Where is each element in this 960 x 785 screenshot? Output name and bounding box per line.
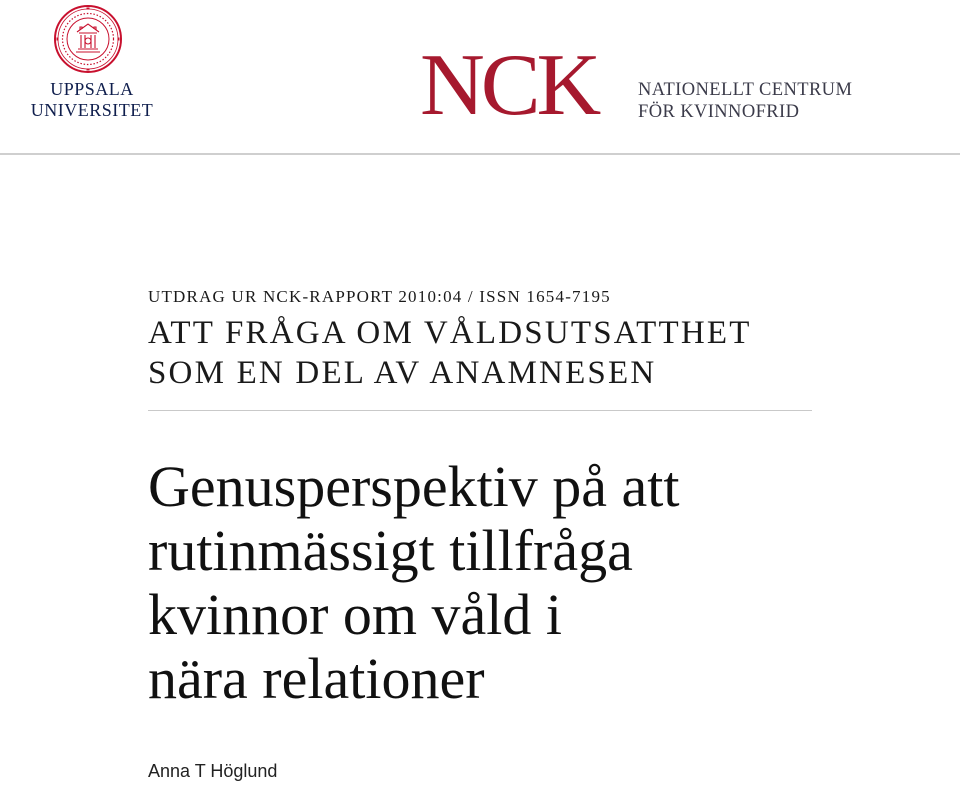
uppsala-name-line-2: UNIVERSITET (30, 100, 154, 120)
uppsala-universitet-name (27, 79, 157, 121)
main-title-line-1: Genusperspektiv på att (148, 454, 680, 519)
uppsala-name-line-1: UPPSALA (50, 79, 134, 99)
main-title (148, 455, 680, 711)
nck-logo: NCK (420, 37, 598, 134)
title-divider (148, 410, 812, 411)
university-seal-icon (53, 4, 123, 74)
nck-name-line-2: FÖR KVINNOFRID (638, 102, 800, 122)
main-title-line-4: nära relationer (148, 646, 485, 711)
author-name: Anna T Höglund (148, 761, 278, 781)
nck-full-name (638, 79, 852, 123)
header-divider (0, 153, 960, 155)
report-title-line-1: ATT FRÅGA OM VÅLDSUTSATTHET (148, 315, 752, 351)
main-title-line-2: rutinmässigt tillfråga (148, 518, 633, 583)
report-title-line-2: SOM EN DEL AV ANAMNESEN (148, 355, 657, 391)
main-title-line-3: kvinnor om våld i (148, 582, 563, 647)
nck-name-line-1: NATIONELLT CENTRUM (638, 80, 853, 100)
report-title (148, 313, 752, 393)
report-excerpt-line: UTDRAG UR NCK-RAPPORT 2010:04 / ISSN 1654-7195 (148, 287, 611, 306)
